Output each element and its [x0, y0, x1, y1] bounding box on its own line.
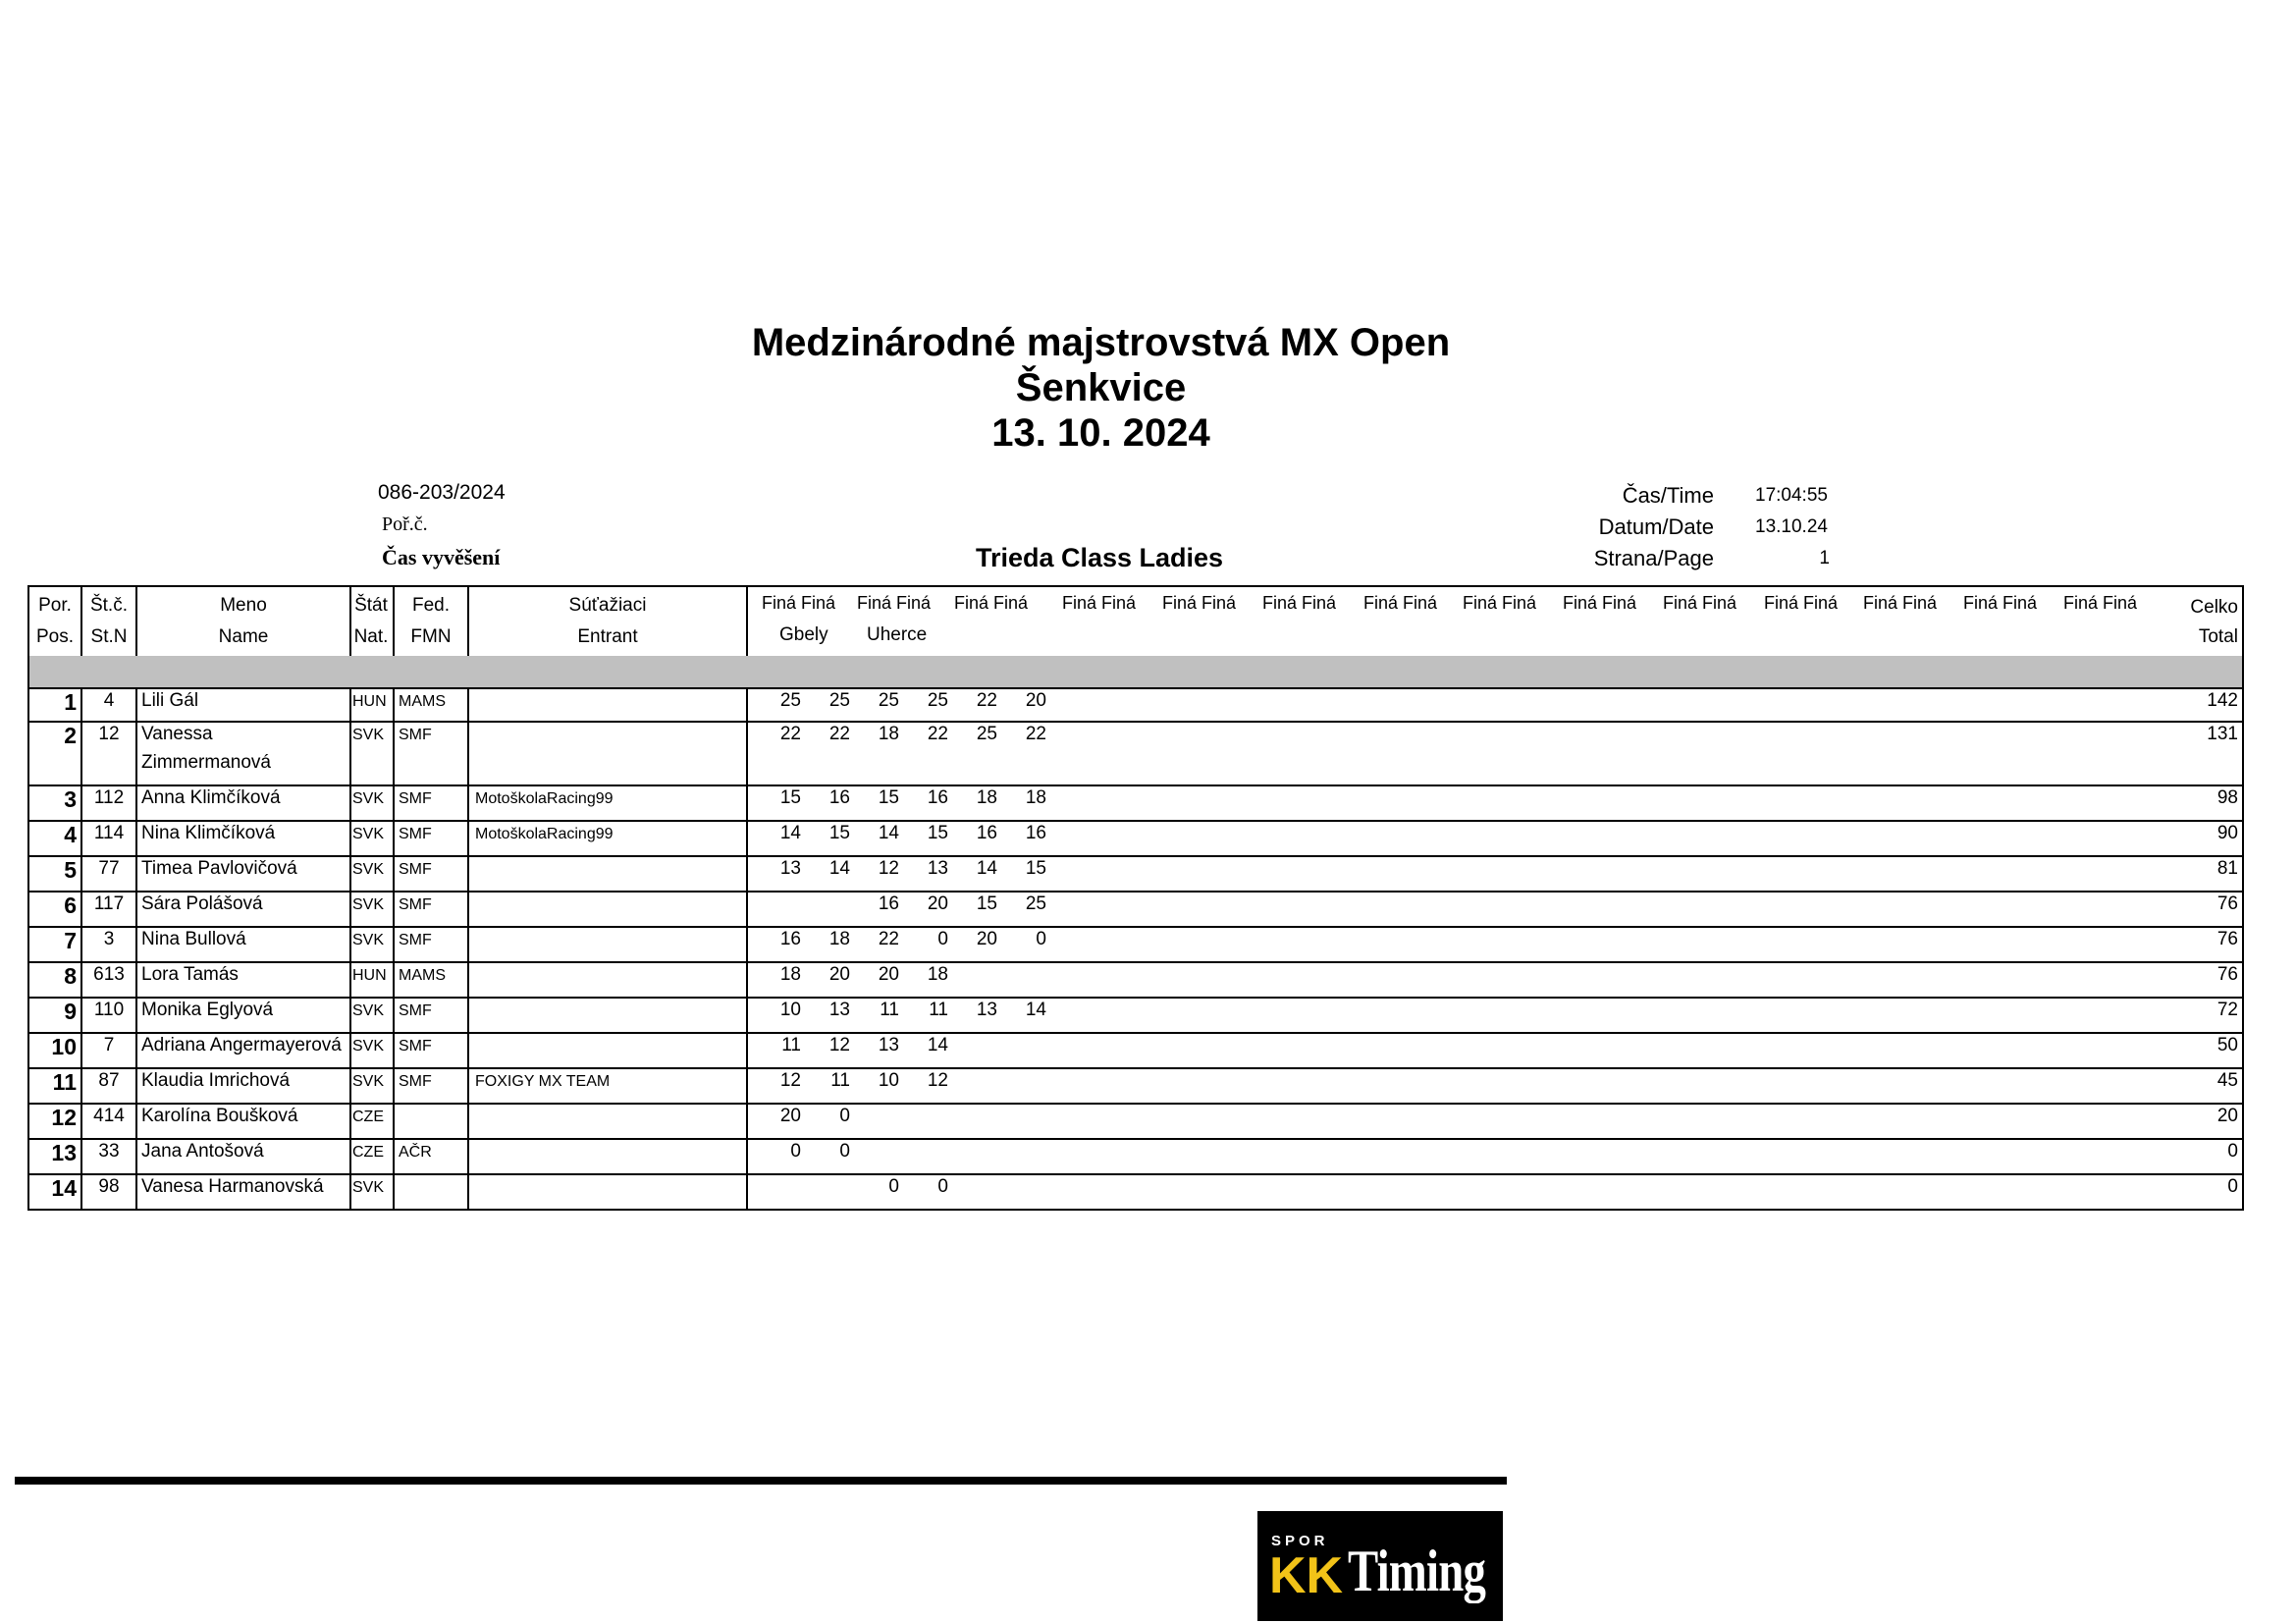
row-total: 72 [2216, 1000, 2238, 1020]
row-startno: 613 [93, 964, 125, 985]
col-fed: Fed. [411, 595, 451, 616]
row-total: 45 [2216, 1070, 2238, 1091]
sportkk-timing-logo [1257, 1511, 1503, 1621]
row-score: 13 [927, 858, 948, 879]
row-startno: 12 [98, 724, 120, 744]
row-name: Monika Eglyová [141, 1000, 274, 1020]
row-score: 12 [878, 858, 899, 879]
row-score: 25 [878, 690, 899, 711]
event-venue: Šenkvice [1015, 366, 1187, 409]
row-score: 14 [878, 823, 899, 843]
row-score: 20 [976, 929, 997, 949]
row-nat: SVK [352, 1073, 385, 1090]
col-entrant: Súťažiaci [568, 595, 647, 616]
row-fed: SMF [399, 826, 432, 842]
row-total: 81 [2216, 858, 2238, 879]
col-fina-4: Finá Finá [1062, 593, 1137, 613]
row-score: 15 [976, 893, 997, 914]
row-position: 10 [51, 1034, 77, 1059]
row-score: 0 [790, 1141, 801, 1162]
row-fed: SMF [399, 1002, 432, 1019]
row-startno: 87 [98, 1070, 120, 1091]
row-total: 76 [2216, 929, 2238, 949]
row-score: 15 [927, 823, 948, 843]
row-score: 25 [1025, 893, 1046, 914]
row-entrant: FOXIGY MX TEAM [475, 1073, 611, 1090]
row-fed: MAMS [399, 693, 446, 710]
event-title: Medzinárodné majstrovstvá MX Open [751, 321, 1451, 364]
row-score: 25 [779, 690, 801, 711]
row-position: 11 [52, 1069, 77, 1095]
event-date: 13. 10. 2024 [991, 411, 1210, 455]
footer-rule [15, 1477, 1507, 1485]
row-score: 10 [779, 1000, 801, 1020]
row-score: 15 [878, 787, 899, 808]
page-label: Strana/Page [1593, 546, 1714, 570]
row-name: Nina Bullová [141, 929, 246, 949]
row-score: 11 [929, 1000, 948, 1020]
col-startno: Št.č. [89, 595, 128, 616]
row-score: 16 [828, 787, 850, 808]
row-name: Lora Tamás [141, 964, 239, 985]
logo-timing: Timing [1348, 1539, 1486, 1603]
order-number-label: Poř.č. [382, 514, 428, 535]
row-score: 18 [878, 724, 899, 744]
row-name: Klaudia Imrichová [141, 1070, 291, 1091]
row-startno: 112 [93, 787, 125, 808]
row-position: 3 [64, 786, 77, 812]
row-name: Adriana Angermayerová [141, 1035, 342, 1055]
row-score: 14 [927, 1035, 948, 1055]
row-score: 11 [880, 1000, 899, 1020]
col-total: Celko [2190, 597, 2238, 618]
class-title: Trieda Class Ladies [975, 543, 1224, 572]
col-pos-en: Pos. [35, 626, 75, 647]
col-nat-en: Nat. [353, 626, 389, 647]
row-total: 20 [2216, 1106, 2238, 1126]
row-nat: SVK [352, 826, 385, 842]
col-startno-en: St.N [90, 626, 128, 647]
row-score: 22 [976, 690, 997, 711]
row-nat: SVK [352, 861, 385, 878]
row-name: Jana Antošová [141, 1141, 264, 1162]
row-score: 0 [839, 1141, 850, 1162]
row-score: 12 [828, 1035, 850, 1055]
row-nat: CZE [352, 1144, 384, 1161]
row-position: 8 [64, 963, 77, 989]
row-position: 9 [64, 999, 77, 1024]
row-score: 12 [927, 1070, 948, 1091]
row-startno: 117 [93, 893, 125, 914]
row-score: 18 [976, 787, 997, 808]
row-nat: CZE [352, 1109, 384, 1125]
col-name-en: Name [218, 626, 269, 647]
row-name: Sára Polášová [141, 893, 263, 914]
row-nat: SVK [352, 896, 385, 913]
row-score: 20 [779, 1106, 801, 1126]
logo-top-text: SPOR [1271, 1533, 1329, 1549]
row-position: 2 [64, 723, 77, 748]
row-score: 15 [779, 787, 801, 808]
row-nat: SVK [352, 790, 385, 807]
row-score: 25 [927, 690, 948, 711]
row-score: 16 [927, 787, 948, 808]
row-nat: SVK [352, 727, 385, 743]
date-value: 13.10.24 [1755, 516, 1828, 537]
col-pos: Por. [38, 595, 72, 616]
row-name: Anna Klimčíková [141, 787, 281, 808]
row-fed: SMF [399, 1073, 432, 1090]
row-score: 16 [878, 893, 899, 914]
row-score: 14 [828, 858, 850, 879]
row-name-line2: Zimmermanová [141, 752, 271, 773]
row-score: 14 [976, 858, 997, 879]
posting-time-label: Čas vyvěšení [382, 545, 501, 569]
row-total: 0 [2227, 1141, 2238, 1162]
row-score: 15 [1025, 858, 1046, 879]
row-total: 0 [2227, 1176, 2238, 1197]
document-number: 086-203/2024 [378, 481, 506, 504]
row-score: 22 [1025, 724, 1046, 744]
row-nat: SVK [352, 932, 385, 948]
row-fed: MAMS [399, 967, 446, 984]
row-fed: SMF [399, 790, 432, 807]
row-position: 14 [51, 1175, 77, 1201]
row-fed: AČR [399, 1144, 432, 1161]
row-entrant: MotoškolaRacing99 [475, 790, 614, 807]
row-score: 12 [779, 1070, 801, 1091]
row-total: 142 [2207, 690, 2238, 711]
row-score: 0 [937, 1176, 948, 1197]
row-nat: SVK [352, 1038, 385, 1055]
row-score: 13 [779, 858, 801, 879]
row-total: 76 [2216, 893, 2238, 914]
row-score: 16 [779, 929, 801, 949]
row-score: 20 [927, 893, 948, 914]
row-score: 20 [828, 964, 850, 985]
col-fina-6: Finá Finá [1262, 593, 1337, 613]
row-nat: HUN [352, 967, 387, 984]
row-score: 14 [1025, 1000, 1046, 1020]
row-nat: SVK [352, 1179, 385, 1196]
row-fed: SMF [399, 1038, 432, 1055]
date-label: Datum/Date [1598, 514, 1714, 539]
row-score: 0 [888, 1176, 899, 1197]
row-score: 11 [830, 1070, 850, 1091]
row-position: 12 [51, 1105, 77, 1130]
col-fina-13: Finá Finá [1963, 593, 2038, 613]
col-fina-8: Finá Finá [1463, 593, 1537, 613]
col-fina-1: Finá Finá [762, 593, 836, 613]
separator-band [27, 656, 2244, 687]
col-fina-5: Finá Finá [1162, 593, 1237, 613]
row-position: 7 [64, 928, 77, 953]
row-score: 13 [976, 1000, 997, 1020]
row-total: 76 [2216, 964, 2238, 985]
row-fed: SMF [399, 727, 432, 743]
row-name: Nina Klimčíková [141, 823, 276, 843]
row-startno: 77 [98, 858, 120, 879]
row-startno: 3 [103, 929, 115, 949]
col-fina-12: Finá Finá [1863, 593, 1938, 613]
col-fina-3: Finá Finá [954, 593, 1029, 613]
row-startno: 98 [98, 1176, 120, 1197]
row-score: 16 [1025, 823, 1046, 843]
row-score: 15 [828, 823, 850, 843]
col-fina-10: Finá Finá [1663, 593, 1737, 613]
row-nat: HUN [352, 693, 387, 710]
row-score: 22 [828, 724, 850, 744]
venue-gbely: Gbely [779, 624, 828, 645]
row-score: 22 [878, 929, 899, 949]
row-position: 4 [64, 822, 77, 847]
time-label: Čas/Time [1622, 483, 1714, 508]
row-total: 50 [2216, 1035, 2238, 1055]
page-value: 1 [1819, 548, 1830, 568]
row-score: 13 [878, 1035, 899, 1055]
row-total: 131 [2207, 724, 2238, 744]
row-startno: 110 [93, 1000, 125, 1020]
row-score: 22 [927, 724, 948, 744]
row-startno: 7 [103, 1035, 115, 1055]
row-score: 13 [828, 1000, 850, 1020]
row-score: 18 [927, 964, 948, 985]
col-fina-9: Finá Finá [1563, 593, 1637, 613]
row-score: 20 [878, 964, 899, 985]
row-score: 25 [976, 724, 997, 744]
row-entrant: MotoškolaRacing99 [475, 826, 614, 842]
col-fina-11: Finá Finá [1764, 593, 1839, 613]
time-value: 17:04:55 [1755, 485, 1828, 506]
row-score: 16 [976, 823, 997, 843]
col-fina-7: Finá Finá [1363, 593, 1438, 613]
col-total-en: Total [2198, 626, 2238, 647]
row-name: Karolína Boušková [141, 1106, 298, 1126]
col-fina-2: Finá Finá [857, 593, 932, 613]
row-startno: 33 [98, 1141, 120, 1162]
row-fed: SMF [399, 896, 432, 913]
row-startno: 4 [103, 690, 115, 711]
row-name: Lili Gál [141, 690, 199, 711]
col-nat: Štát [354, 595, 388, 616]
row-nat: SVK [352, 1002, 385, 1019]
col-name: Meno [220, 595, 267, 616]
row-total: 98 [2216, 787, 2238, 808]
row-position: 1 [64, 689, 77, 715]
row-startno: 414 [93, 1106, 125, 1126]
row-total: 90 [2216, 823, 2238, 843]
row-score: 18 [828, 929, 850, 949]
col-fed-en: FMN [410, 626, 452, 647]
venue-uherce: Uherce [867, 624, 928, 645]
row-score: 10 [878, 1070, 899, 1091]
logo-kk: KK [1269, 1547, 1344, 1604]
row-score: 0 [937, 929, 948, 949]
row-score: 0 [839, 1106, 850, 1126]
row-score: 20 [1025, 690, 1046, 711]
col-fina-14: Finá Finá [2063, 593, 2138, 613]
row-score: 25 [828, 690, 850, 711]
row-name: Vanesa Harmanovská [141, 1176, 324, 1197]
row-startno: 114 [93, 823, 125, 843]
row-score: 0 [1036, 929, 1046, 949]
row-position: 13 [51, 1140, 77, 1165]
row-score: 14 [779, 823, 801, 843]
row-score: 18 [1025, 787, 1046, 808]
row-fed: SMF [399, 861, 432, 878]
row-score: 22 [779, 724, 801, 744]
row-score: 11 [781, 1035, 801, 1055]
row-position: 6 [64, 893, 77, 918]
row-name: Vanessa [141, 724, 213, 744]
row-fed: SMF [399, 932, 432, 948]
row-name: Timea Pavlovičová [141, 858, 297, 879]
row-position: 5 [64, 857, 77, 883]
row-score: 18 [779, 964, 801, 985]
col-entrant-en: Entrant [577, 626, 638, 647]
